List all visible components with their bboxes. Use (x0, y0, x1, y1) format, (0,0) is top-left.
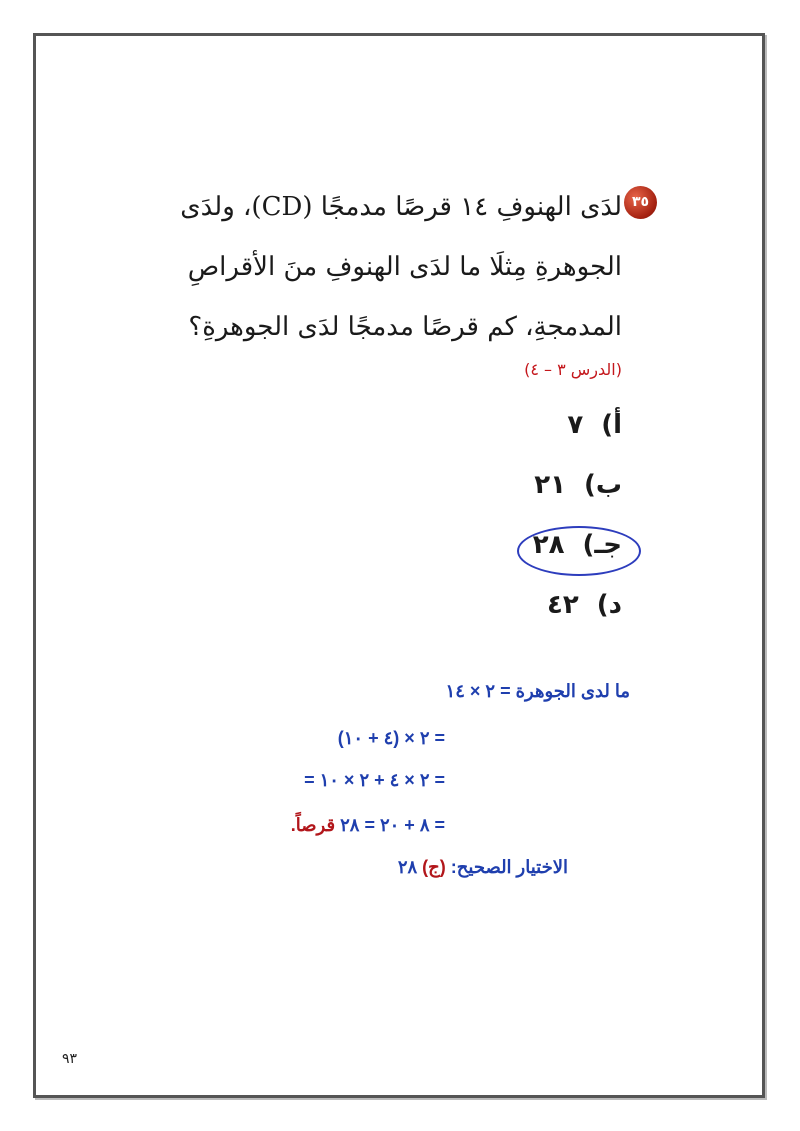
question-line-3: المدمجةِ، كم قرصًا مدمجًا لدَى الجوهرةِ؟ (188, 312, 622, 342)
lesson-reference: (الدرس ٣ – ٤) (524, 360, 622, 379)
solution-line-2: = ٢ × (٤ + ١٠) (337, 728, 445, 748)
solution-expression: = ٨ + ٢٠ = ٢٨ (340, 815, 445, 835)
question-number-badge: ٣٥ (624, 186, 657, 219)
selected-answer-circle (517, 526, 641, 576)
correct-answer (398, 857, 568, 878)
option-d (547, 590, 622, 620)
option-value: ٢١ (534, 470, 566, 500)
question-line-2: الجوهرةِ مِثلَا ما لدَى الهنوفِ منَ الأقراصِ (187, 252, 622, 282)
option-label: جـ) (582, 530, 622, 560)
solution-line-3: = ٢ × ٤ + ٢ × ١٠ = (304, 770, 445, 790)
option-label: د) (596, 590, 622, 620)
solution-line-1: ما لدى الجوهرة = ٢ × ١٤ (445, 681, 630, 701)
option-b (534, 470, 622, 500)
question-line-1: لدَى الهنوفِ ١٤ قرصًا مدمجًا (CD)، ولدَى (180, 192, 622, 222)
option-a (567, 410, 622, 440)
option-label: أ) (601, 410, 622, 440)
option-value: ٧ (567, 410, 584, 440)
solution-unit: قرصاً. (290, 815, 336, 835)
option-value: ٤٢ (547, 590, 579, 620)
answer-value: ٢٨ (397, 857, 418, 877)
page-number: ٩٣ (62, 1051, 78, 1067)
answer-choice: (ج) (422, 857, 446, 877)
solution-line-4 (291, 815, 445, 836)
option-value: ٢٨ (532, 530, 565, 560)
option-label: ب) (583, 470, 622, 500)
answer-label: الاختيار الصحيح: (450, 857, 568, 877)
